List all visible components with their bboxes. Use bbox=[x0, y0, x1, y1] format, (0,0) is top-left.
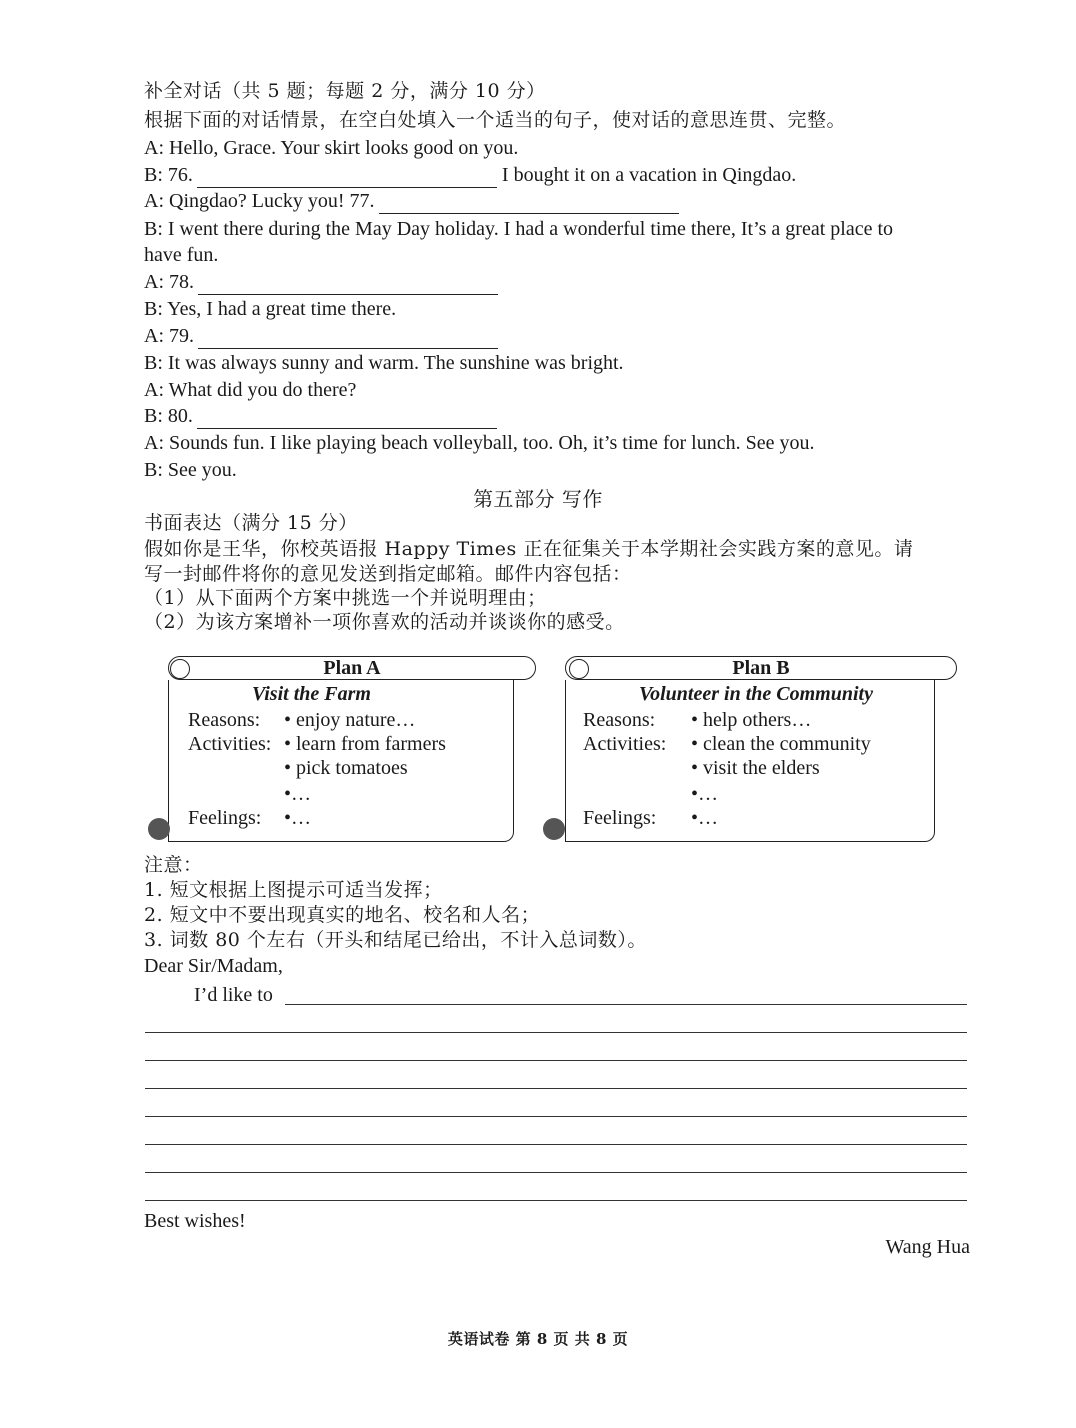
answer-80-blank[interactable] bbox=[197, 408, 497, 429]
writing-prompt-1: 假如你是王华，你校英语报 Happy Times 正在征集关于本学期社会实践方案的意见。请 bbox=[144, 538, 914, 560]
plan-a-card bbox=[148, 656, 538, 846]
dialogue-line-9: B: It was always sunny and warm. The sunshine was bright. bbox=[144, 352, 624, 374]
question-79-label: A: 79. bbox=[144, 325, 194, 347]
plan-a-feelings-label: Feelings: bbox=[188, 807, 262, 829]
letter-opening: I’d like to bbox=[194, 984, 273, 1006]
dialogue-line-76 bbox=[144, 162, 796, 188]
dialogue-line-10: A: What did you do there? bbox=[144, 379, 357, 401]
plan-b-reasons-label: Reasons: bbox=[583, 709, 656, 731]
dialogue-instruction: 根据下面的对话情景，在空白处填入一个适当的句子，使对话的意思连贯、完整。 bbox=[144, 109, 847, 131]
note-1: 1. 短文根据上图提示可适当发挥； bbox=[144, 879, 443, 901]
dialogue-line-78 bbox=[144, 269, 498, 295]
answer-79-blank[interactable] bbox=[198, 328, 498, 349]
writing-line[interactable] bbox=[145, 1032, 967, 1033]
scroll-curl-icon bbox=[543, 818, 565, 840]
plan-a-feelings: •… bbox=[284, 807, 312, 829]
dialogue-line-12: A: Sounds fun. I like playing beach volleyball, too. Oh, it’s time for lunch. See you. bbox=[144, 432, 815, 454]
dialogue-line-80 bbox=[144, 403, 497, 429]
plan-b-activities-label: Activities: bbox=[583, 733, 667, 755]
writing-line[interactable] bbox=[145, 1144, 967, 1145]
plan-b-reasons: • help others… bbox=[691, 709, 812, 731]
dialogue-line-4: B: I went there during the May Day holiday. I had a wonderful time there, It’s a great place to bbox=[144, 218, 894, 240]
letter-signature: Wang Hua bbox=[885, 1236, 970, 1258]
plan-a-reasons: • enjoy nature… bbox=[284, 709, 416, 731]
plan-b-feelings: •… bbox=[691, 807, 719, 829]
scroll-curl-icon bbox=[170, 659, 190, 679]
plan-a-title: Plan A bbox=[168, 656, 536, 680]
plan-b-feelings-label: Feelings: bbox=[583, 807, 657, 829]
question-77-label: A: Qingdao? Lucky you! 77. bbox=[144, 190, 375, 212]
dialogue-line-79 bbox=[144, 323, 498, 349]
writing-line[interactable] bbox=[145, 1088, 967, 1089]
plan-a-activity-2: • pick tomatoes bbox=[284, 757, 408, 779]
answer-77-blank[interactable] bbox=[379, 193, 679, 214]
dialogue-line-5: have fun. bbox=[144, 244, 219, 266]
plan-b-title: Plan B bbox=[565, 656, 957, 680]
note-2: 2. 短文中不要出现真实的地名、校名和人名； bbox=[144, 904, 541, 926]
writing-line[interactable] bbox=[145, 1060, 967, 1061]
writing-prompt-2: 写一封邮件将你的意见发送到指定邮箱。邮件内容包括： bbox=[144, 563, 632, 585]
plan-a-activities-label: Activities: bbox=[188, 733, 272, 755]
dialogue-line-13: B: See you. bbox=[144, 459, 237, 481]
plan-b-activity-3: •… bbox=[691, 783, 719, 805]
answer-76-blank[interactable] bbox=[197, 167, 497, 188]
question-78-label: A: 78. bbox=[144, 271, 194, 293]
letter-closing: Best wishes! bbox=[144, 1210, 246, 1232]
notes-title: 注意： bbox=[144, 854, 203, 876]
plan-a-activity-3: •… bbox=[284, 783, 312, 805]
writing-line[interactable] bbox=[145, 1172, 967, 1173]
scroll-curl-icon bbox=[569, 659, 589, 679]
question-76-label: B: 76. bbox=[144, 164, 193, 186]
plan-b-activity-1: • clean the community bbox=[691, 733, 871, 755]
page-footer: 英语试卷 第 8 页 共 8 页 bbox=[447, 1330, 629, 1348]
plan-b-card bbox=[543, 656, 959, 846]
plan-b-subtitle: Volunteer in the Community bbox=[639, 683, 873, 705]
writing-line[interactable] bbox=[145, 1200, 967, 1201]
note-3: 3. 词数 80 个左右（开头和结尾已给出，不计入总词数）。 bbox=[144, 929, 647, 951]
section-title: 第五部分 写作 bbox=[473, 487, 603, 511]
letter-greeting: Dear Sir/Madam, bbox=[144, 955, 283, 977]
plan-a-activity-1: • learn from farmers bbox=[284, 733, 446, 755]
dialogue-line-77 bbox=[144, 188, 679, 214]
writing-requirement-1: （1）从下面两个方案中挑选一个并说明理由； bbox=[144, 587, 547, 609]
dialogue-line-76-rest: I bought it on a vacation in Qingdao. bbox=[501, 164, 797, 186]
dialogue-line-7: B: Yes, I had a great time there. bbox=[144, 298, 397, 320]
plan-a-subtitle: Visit the Farm bbox=[252, 683, 371, 705]
writing-requirement-2: （2）为该方案增补一项你喜欢的活动并谈谈你的感受。 bbox=[144, 611, 625, 633]
scroll-curl-icon bbox=[148, 818, 170, 840]
question-80-label: B: 80. bbox=[144, 405, 193, 427]
answer-78-blank[interactable] bbox=[198, 274, 498, 295]
writing-line[interactable] bbox=[285, 1004, 967, 1005]
plan-a-reasons-label: Reasons: bbox=[188, 709, 261, 731]
writing-line[interactable] bbox=[145, 1116, 967, 1117]
writing-heading: 书面表达（满分 15 分） bbox=[144, 512, 358, 534]
plan-b-activity-2: • visit the elders bbox=[691, 757, 820, 779]
dialogue-heading: 补全对话（共 5 题；每题 2 分，满分 10 分） bbox=[144, 80, 546, 102]
dialogue-line-1: A: Hello, Grace. Your skirt looks good on you. bbox=[144, 137, 519, 159]
